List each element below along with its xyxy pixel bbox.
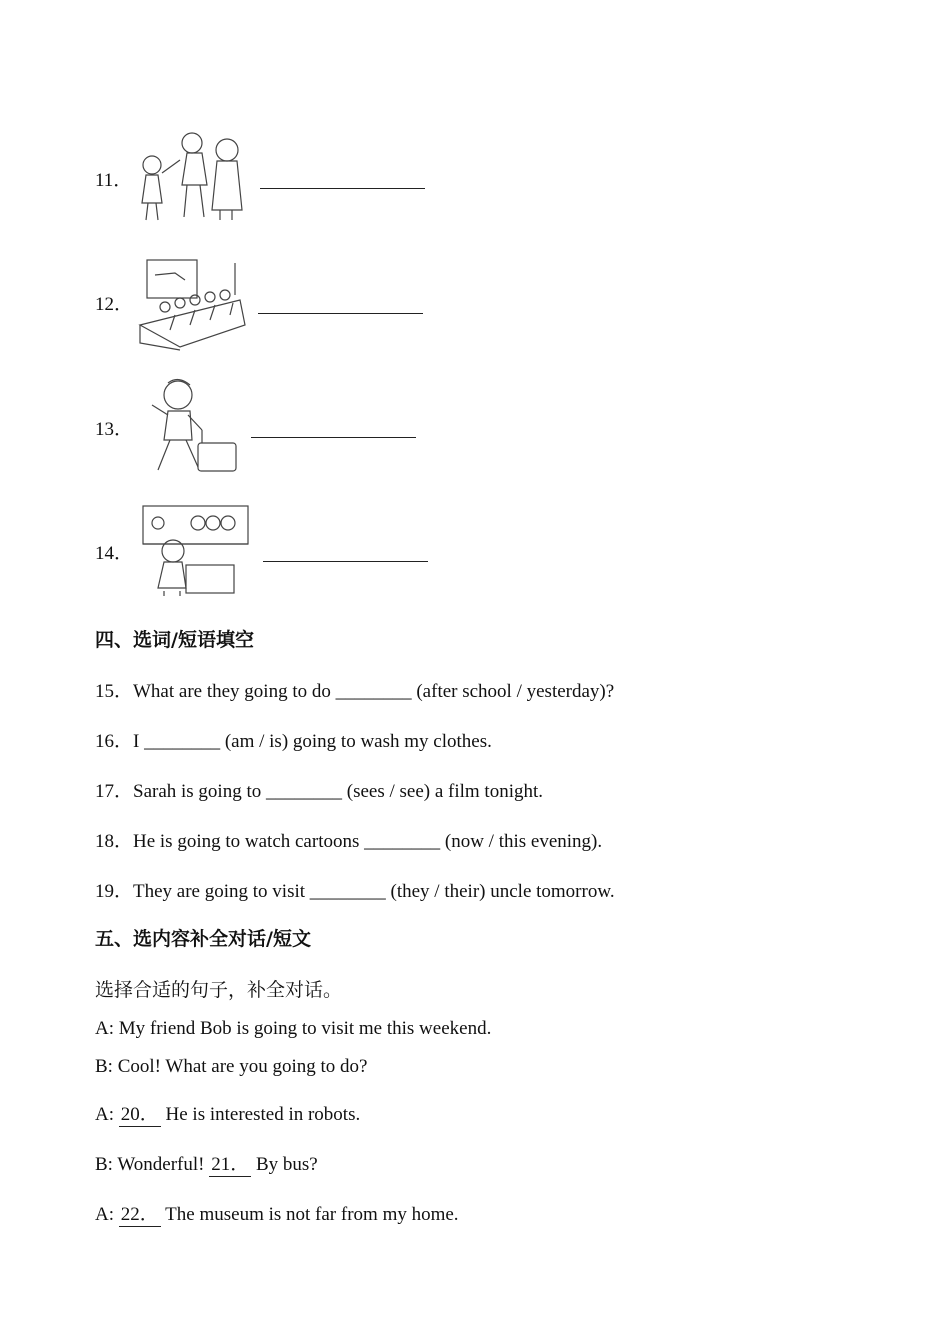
- dialog-line-1: A: My friend Bob is going to visit me this weekend.: [95, 1018, 492, 1039]
- dialog-line-3: [95, 1099, 360, 1127]
- answer-blank[interactable]: [251, 436, 416, 438]
- question-number: 11．: [95, 169, 133, 191]
- answer-blank-20[interactable]: 20．: [119, 1099, 161, 1127]
- speaker-label: B: Wonderful!: [95, 1154, 210, 1175]
- question-19: 19．They are going to visit ________ (they / their) uncle tomorrow.: [95, 881, 615, 902]
- speaker-label: A:: [95, 1104, 119, 1125]
- picture-question-12: [95, 252, 135, 352]
- picture-question-14: [95, 501, 135, 601]
- boy-with-suitcase-picture: [140, 375, 245, 480]
- question-15: 15．What are they going to do ________ (after school / yesterday)?: [95, 681, 615, 702]
- dialog-line-4: [95, 1149, 318, 1177]
- question-number: 13．: [95, 418, 134, 440]
- section-5-instruction: 选择合适的句子，补全对话。: [95, 979, 343, 1001]
- answer-blank[interactable]: [258, 312, 423, 314]
- boy-shopping-fruit-picture: [138, 503, 250, 598]
- dialog-line-5: [95, 1199, 459, 1227]
- students-in-classroom-picture: [135, 255, 250, 355]
- dialog-text: He is interested in robots.: [160, 1104, 361, 1125]
- question-17: 17．Sarah is going to ________ (sees / see) a film tonight.: [95, 781, 544, 802]
- question-18: 18．He is going to watch cartoons ________ (now / this evening).: [95, 831, 603, 852]
- question-number: 12．: [95, 293, 134, 315]
- question-number: 14．: [95, 542, 134, 564]
- speaker-label: A:: [95, 1204, 119, 1225]
- answer-blank[interactable]: [263, 560, 428, 562]
- question-16: 16．I ________ (am / is) going to wash my clothes.: [95, 731, 492, 752]
- girl-greeting-grandparents-picture: [132, 125, 252, 225]
- answer-blank[interactable]: [260, 187, 425, 189]
- dialog-line-2: B: Cool! What are you going to do?: [95, 1056, 368, 1077]
- section-5-title: 五、选内容补全对话/短文: [95, 928, 311, 950]
- section-4-title: 四、选词/短语填空: [95, 629, 254, 651]
- picture-question-13: [95, 377, 135, 477]
- picture-question-11: [95, 128, 135, 228]
- dialog-text: By bus?: [251, 1154, 318, 1175]
- answer-blank-22[interactable]: 22．: [119, 1199, 161, 1227]
- dialog-text: The museum is not far from my home.: [160, 1204, 459, 1225]
- answer-blank-21[interactable]: 21．: [209, 1149, 251, 1177]
